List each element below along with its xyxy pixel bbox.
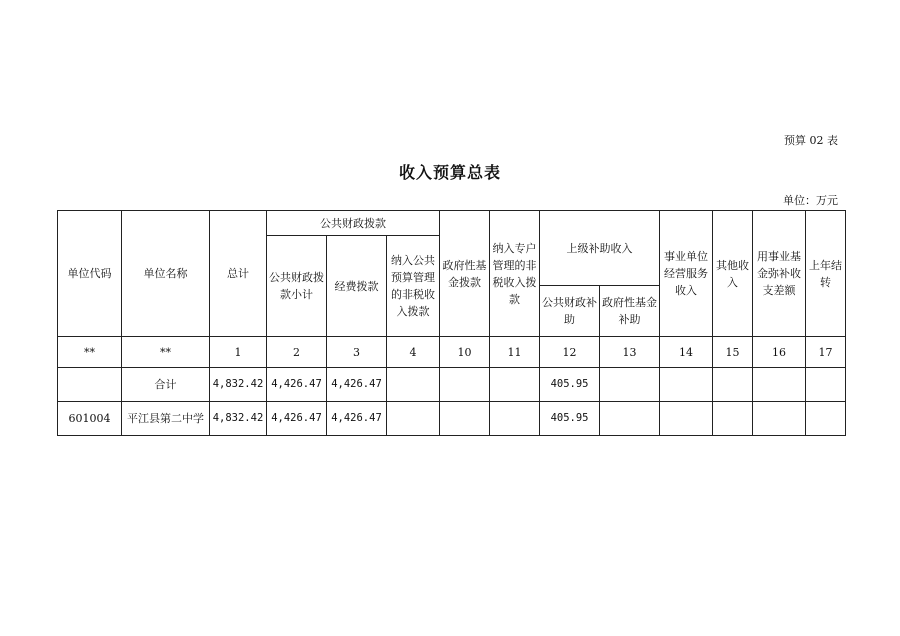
cell-special-nontax (490, 368, 540, 402)
cell-business-income (660, 402, 713, 436)
index-cell: 10 (440, 337, 490, 368)
header-unit-code: 单位代码 (58, 211, 122, 337)
cell-fund-balance (753, 402, 806, 436)
cell-unit-name: 合计 (122, 368, 210, 402)
income-budget-table (57, 210, 846, 436)
index-cell: 14 (660, 337, 713, 368)
cell-gov-fund (440, 368, 490, 402)
index-cell: 2 (267, 337, 327, 368)
header-public-fiscal: 公共财政拨款 (267, 211, 440, 236)
cell-included-nontax (387, 402, 440, 436)
cell-public-fiscal-subtotal: 4,426.47 (267, 402, 327, 436)
cell-total: 4,832.42 (210, 402, 267, 436)
cell-business-income (660, 368, 713, 402)
header-special-nontax: 纳入专户管理的非税收入拨款 (490, 211, 540, 337)
cell-carryover (806, 368, 846, 402)
cell-gov-fund (440, 402, 490, 436)
cell-fund-balance (753, 368, 806, 402)
cell-special-nontax (490, 402, 540, 436)
cell-total: 4,832.42 (210, 368, 267, 402)
form-number: 预算 02 表 (784, 134, 838, 147)
header-business-income: 事业单位经营服务收入 (660, 211, 713, 337)
header-public-fiscal-subsidy: 公共财政补助 (540, 286, 600, 337)
cell-unit-code (58, 368, 122, 402)
index-cell: 13 (600, 337, 660, 368)
header-gov-fund: 政府性基金拨款 (440, 211, 490, 337)
table-row (58, 402, 846, 436)
cell-carryover (806, 402, 846, 436)
header-gov-fund-subsidy: 政府性基金补助 (600, 286, 660, 337)
unit-label: 单位：万元 (783, 194, 838, 207)
cell-gov-fund-subsidy (600, 402, 660, 436)
index-cell: 11 (490, 337, 540, 368)
index-cell: 3 (327, 337, 387, 368)
cell-public-fiscal-subtotal: 4,426.47 (267, 368, 327, 402)
cell-other-income (713, 368, 753, 402)
index-cell: ** (58, 337, 122, 368)
index-cell: 17 (806, 337, 846, 368)
index-cell: 4 (387, 337, 440, 368)
index-cell: 16 (753, 337, 806, 368)
index-row (58, 337, 846, 368)
cell-unit-code: 601004 (58, 402, 122, 436)
header-other-income: 其他收入 (713, 211, 753, 337)
cell-public-fiscal-subsidy: 405.95 (540, 368, 600, 402)
header-included-nontax: 纳入公共预算管理的非税收入拨款 (387, 236, 440, 337)
cell-unit-name: 平江县第二中学 (122, 402, 210, 436)
cell-included-nontax (387, 368, 440, 402)
header-public-fiscal-subtotal: 公共财政拨款小计 (267, 236, 327, 337)
cell-fund-appropriation: 4,426.47 (327, 402, 387, 436)
index-cell: 12 (540, 337, 600, 368)
header-total: 总计 (210, 211, 267, 337)
header-superior-subsidy: 上级补助收入 (540, 211, 660, 286)
header-unit-name: 单位名称 (122, 211, 210, 337)
cell-gov-fund-subsidy (600, 368, 660, 402)
index-cell: ** (122, 337, 210, 368)
index-cell: 1 (210, 337, 267, 368)
page-title: 收入预算总表 (398, 163, 501, 182)
cell-fund-appropriation: 4,426.47 (327, 368, 387, 402)
cell-public-fiscal-subsidy: 405.95 (540, 402, 600, 436)
header-fund-balance: 用事业基金弥补收支差额 (753, 211, 806, 337)
cell-other-income (713, 402, 753, 436)
header-carryover: 上年结转 (806, 211, 846, 337)
table-row-total (58, 368, 846, 402)
index-cell: 15 (713, 337, 753, 368)
header-fund-appropriation: 经费拨款 (327, 236, 387, 337)
